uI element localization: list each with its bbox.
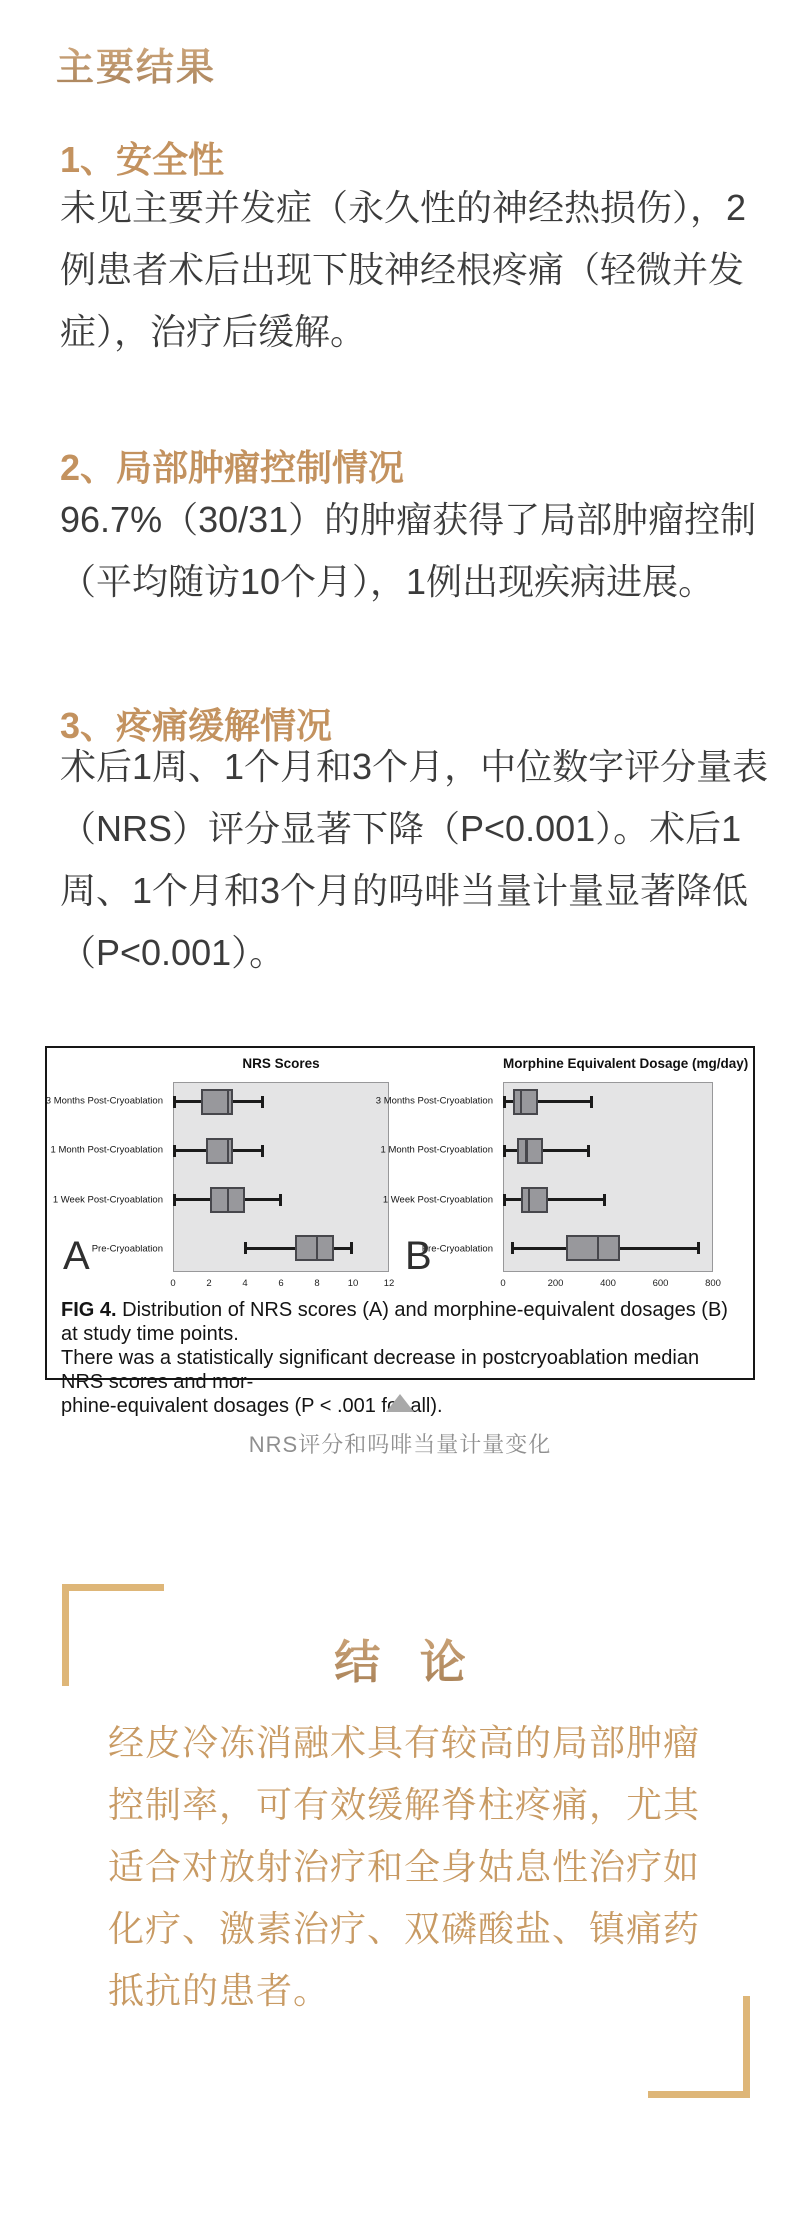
axis-tick-label: 0 (500, 1278, 506, 1289)
whisker-cap-low (503, 1145, 506, 1157)
iqr-box (513, 1089, 538, 1115)
category-label: 3 Months Post-Cryoablation (375, 1095, 493, 1107)
median-line (525, 1138, 528, 1164)
paragraph-line: （NRS）评分显著下降（P<0.001）。术后1 (60, 808, 742, 849)
paragraph-line: （P<0.001）。 (60, 932, 286, 973)
conclusion-line: 适合对放射治疗和全身姑息性治疗如 (108, 1846, 701, 1887)
panel-b-x-axis (500, 1278, 721, 1292)
figure-fig4 (45, 1046, 755, 1417)
axis-tick-label: 10 (347, 1278, 359, 1289)
page-title: 主要结果 (56, 36, 216, 91)
section-heading-pain-relief: 3、疼痛缓解情况 (60, 705, 333, 746)
paragraph-line: 症），治疗后缓解。 (60, 311, 367, 352)
corner-bracket-bottom-right (648, 1996, 750, 2098)
conclusion-line: 抵抗的患者。 (108, 1970, 331, 2011)
section-heading-tumor-control: 2、局部肿瘤控制情况 (60, 447, 405, 488)
median-line (528, 1187, 531, 1213)
boxplot-row (504, 1138, 712, 1164)
figure-caption-line: There was a statistically significant decrease in postcryoablation median NRS scores and mor- (61, 1347, 700, 1393)
paragraph-line: 96.7%（30/31）的肿瘤获得了局部肿瘤控制 (60, 499, 757, 540)
conclusion-line: 经皮冷冻消融术具有较高的局部肿瘤 (108, 1722, 701, 1763)
category-label: 1 Month Post-Cryoablation (380, 1144, 493, 1156)
figure-caption-line (61, 1298, 743, 1346)
panel-b-plot-area (503, 1082, 713, 1272)
axis-tick-label: 400 (600, 1278, 616, 1289)
boxplot-row (504, 1235, 712, 1261)
panel-a-letter: A (63, 1234, 90, 1278)
axis-tick-label: 4 (242, 1278, 248, 1289)
panel-b-letter: B (405, 1234, 432, 1278)
axis-tick-label: 0 (170, 1278, 176, 1289)
whisker-cap-high (590, 1096, 593, 1108)
whisker-line (504, 1198, 605, 1201)
axis-tick-label: 200 (547, 1278, 564, 1289)
whisker-cap-high (603, 1194, 606, 1206)
up-triangle-icon (386, 1394, 414, 1412)
figure-caption-label: FIG 4. (61, 1299, 117, 1321)
median-line (520, 1089, 523, 1115)
boxplot-row (504, 1089, 712, 1115)
category-label: 1 Week Post-Cryoablation (382, 1194, 493, 1206)
paragraph-tumor-control (60, 489, 766, 613)
category-label: 1 Week Post-Cryoablation (52, 1194, 163, 1206)
paragraph-line: 周、1个月和3个月的吗啡当量计量显著降低 (60, 870, 749, 911)
whisker-cap-high (587, 1145, 590, 1157)
axis-tick-label: 600 (652, 1278, 669, 1289)
figure-caption-text: Distribution of NRS scores (A) and morphine-equivalent dosages (B) at study time points. (61, 1299, 728, 1345)
panel-b-title: Morphine Equivalent Dosage (mg/day) (503, 1056, 749, 1071)
paragraph-safety (60, 177, 766, 363)
whisker-cap-low (511, 1242, 514, 1254)
paragraph-line: 术后1周、1个月和3个月，中位数字评分量表 (60, 746, 769, 787)
axis-tick-label: 8 (314, 1278, 320, 1289)
category-label: 1 Month Post-Cryoablation (50, 1144, 163, 1156)
conclusion-line: 控制率，可有效缓解脊柱疼痛，尤其 (108, 1784, 701, 1825)
axis-tick-label: 800 (705, 1278, 721, 1289)
paragraph-pain-relief (60, 736, 769, 984)
iqr-box (521, 1187, 548, 1213)
axis-tick-label: 6 (278, 1278, 284, 1289)
category-label: 3 Months Post-Cryoablation (45, 1095, 163, 1107)
whisker-cap-low (503, 1096, 506, 1108)
category-label: Pre-Cryoablation (91, 1243, 163, 1255)
panel-b-category-labels (375, 1082, 497, 1272)
panel-a-title: NRS Scores (242, 1056, 320, 1071)
paragraph-line: 例患者术后出现下肢神经根疼痛（轻微并发 (60, 249, 745, 290)
axis-tick-label: 2 (206, 1278, 212, 1289)
paragraph-line: 未见主要并发症（永久性的神经热损伤），2 (60, 187, 747, 228)
conclusion-body (108, 1712, 712, 2022)
iqr-box (517, 1138, 543, 1164)
paragraph-line: （平均随访10个月），1例出现疾病进展。 (60, 561, 715, 602)
figure-caption-line: phine-equivalent dosages (P < .001 for all). (61, 1395, 443, 1417)
axis-tick-label: 12 (383, 1278, 395, 1289)
whisker-cap-high (697, 1242, 700, 1254)
whisker-cap-low (503, 1194, 506, 1206)
boxplot-row (504, 1187, 712, 1213)
figure-caption-zh: NRS评分和吗啡当量计量变化 (248, 1432, 552, 1457)
iqr-box (566, 1235, 619, 1261)
conclusion-title: 结 论 (0, 1626, 800, 1692)
section-heading-safety: 1、安全性 (60, 139, 225, 180)
category-label: Pre-Cryoablation (421, 1243, 493, 1255)
median-line (597, 1235, 600, 1261)
conclusion-line: 化疗、激素治疗、双磷酸盐、镇痛药 (108, 1908, 701, 1949)
